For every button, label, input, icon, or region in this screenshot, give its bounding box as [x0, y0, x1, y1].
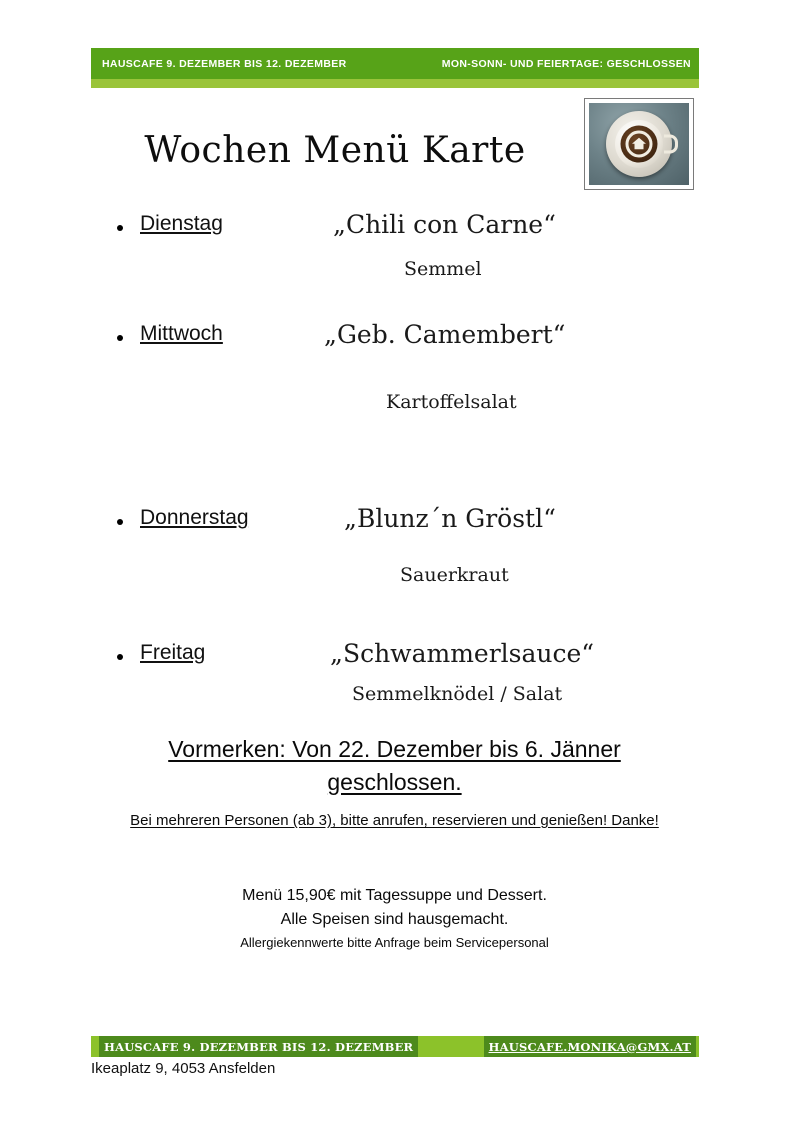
menu-item-mittwoch	[0, 320, 789, 413]
header-date-range: HAUSCAFE 9. DEZEMBER BIS 12. DEZEMBER	[102, 57, 347, 70]
document-header-band	[91, 48, 699, 79]
bullet-icon	[117, 225, 123, 231]
menu-side-dish: Semmelknödel / Salat	[352, 683, 563, 705]
menu-dish-name: „Geb. Camembert“	[324, 320, 566, 349]
menu-day-label: Freitag	[140, 641, 206, 664]
menu-dish-name: „Chili con Carne“	[333, 210, 556, 239]
weekly-menu-list	[0, 212, 789, 721]
homemade-note: Alle Speisen sind hausgemacht.	[280, 911, 509, 928]
menu-day-label: Donnerstag	[140, 506, 249, 529]
notice-line-2: geschlossen.	[327, 769, 462, 795]
bullet-icon	[117, 654, 123, 660]
page-title: Wochen Menü Karte	[144, 130, 526, 171]
menu-side-dish: Sauerkraut	[400, 564, 509, 586]
footer-email-link[interactable]: HAUSCAFE.MONIKA@GMX.AT	[484, 1036, 696, 1057]
footer-date-range: HAUSCAFE 9. DEZEMBER BIS 12. DEZEMBER	[99, 1036, 418, 1057]
menu-day-label: Mittwoch	[140, 322, 223, 345]
notice-line-1: Vormerken: Von 22. Dezember bis 6. Jänner	[168, 736, 621, 762]
menu-dish-name: „Blunz´n Gröstl“	[344, 504, 556, 533]
menu-item-freitag	[0, 641, 789, 721]
allergen-note: Allergiekennwerte bitte Anfrage beim Servicepersonal	[240, 935, 549, 950]
menu-side-dish: Semmel	[404, 258, 482, 280]
holiday-closure-notice	[0, 733, 789, 799]
menu-side-dish: Kartoffelsalat	[386, 391, 517, 413]
menu-dish-name: „Schwammerlsauce“	[330, 639, 595, 668]
bullet-icon	[117, 519, 123, 525]
header-closing-days: MON-SONN- UND FEIERTAGE: GESCHLOSSEN	[441, 57, 691, 70]
menu-item-donnerstag	[0, 506, 789, 586]
footer-address: Ikeaplatz 9, 4053 Ansfelden	[91, 1060, 276, 1077]
price-line: Menü 15,90€ mit Tagessuppe und Dessert.	[242, 887, 547, 904]
price-information	[0, 884, 789, 954]
reservation-notice: Bei mehreren Personen (ab 3), bitte anrufen, reservieren und genießen! Danke!	[130, 812, 659, 829]
menu-item-dienstag	[0, 212, 789, 292]
header-accent-strip	[91, 79, 699, 88]
bullet-icon	[117, 335, 123, 341]
menu-day-label: Dienstag	[140, 212, 223, 235]
